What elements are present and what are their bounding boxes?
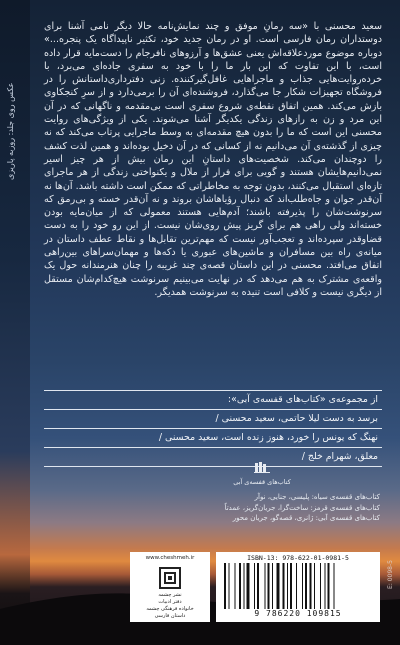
series-legend-item: کتاب‌های قفسه‌ی آبی: ژانری، قصه‌گو، جریان محور (232, 514, 380, 523)
publisher-logo-icon (158, 566, 182, 590)
series-book-item: برسد به دست لیلا حاتمی، سعید محسنی / (44, 409, 382, 428)
series-legend-item: کتاب‌های قفسه‌ی قرمز: ساخت‌گرا، جریان‌گریز، عمدتاً (224, 503, 380, 512)
back-cover-blurb (44, 20, 382, 299)
series-legend-item: کتاب‌های قفسه‌ی سیاه: پلیسی، جنایی، نوآر (254, 493, 380, 501)
shelf-series-legend (200, 492, 380, 524)
blurb-text: سعید محسنی با «سه رمانِ موفق و چند نمایش‌نامه حالا دیگر نامی آشنا برای دوستداران رمان فارسی است. او در رمان جدید خود، تکثیر ناپیدا‌گاه یک پنجره‌...» دوباره موضوع موردعلاقه‌اش یعنی عشق‌ها و آرزوهای نافرجام را دست‌مایه قرار داده است، با این تفاوت که این بار ما را با خود به سفری جاده‌ای می‌برد، با خرده‌روایت‌هایی جذاب و ماجراهایی غافل‌گیرکننده. زنی دفترداری‌داستانش را در فروشگاه تجهیزات شکار جا می‌گذارد، فروشنده‌ای آن را برمی‌دارد و از سرِ کنجکاوی بازش می‌کند. همین اتفاق نقطه‌ی شروع سفری است بی‌مقدمه و ناگهانی که در آن این مرد و زن به رازهای زندگی یکدیگر آشنا می‌شوند. یکی از ویژگی‌های روایت محسنی این است که ما را بدون هیچ مقدمه‌ای به وسط ماجرایی پرتاب می‌کند که نه چیزی از گذشته‌ی آن می‌دانیم نه از کسانی که در آن دخیل بوده‌اند و همین لذت کشف را دوچندان می‌کند. شخصیت‌های داستانِ این رمان بیش از هر چیز اسیر نمی‌دانیم‌هایشان هستند و گویی برای فرار از ملال و یکنواختی زندگی از هر ماجرای تازه‌ای استقبال می‌کنند، بدون توجه به مخاطراتی که ممکن است داشته باشد. آن‌ها نه آن‌قدر جوان و جاه‌طلب‌اند که دنبال رؤیاهاشان بروند و نه آن‌قدر خسته و بی‌رمق که سرنوشت‌شان را پذیرفته باشند؛ آدم‌هایی هستند معمولی که از میان‌مایه بودن خسته‌اند ولی راهی هم برای گریز پیش روی‌شان نیست. از این رو خود را به دست قضاوقدر سپرده‌اند و تعجب‌آور نیست که مهم‌ترین تقابل‌ها و نقاط عطف داستان در میانه‌ی راه بین مسافران و ماشین‌های عبوری یا دکه‌ها و مهمان‌سراهای بین‌راهی اتفاق می‌افتد. محسنی در این داستان قصه‌ی چند غریبه را چنان هنرمندانه حول یک واقعه‌ی مشترک به هم می‌دهد که در نهایت می‌بینیم سرنوشت هیچ‌کدام‌شان مستقل از دیگری نیست و کلافی است تنیده به سرنوشت همدیگر. (44, 21, 382, 298)
series-book-item: نهنگ که یونس را خورد، هنوز زنده است، سعید محسنی / (44, 428, 382, 447)
blue-shelf-logo (232, 458, 292, 486)
barcode-number: 9 786220 109815 (254, 609, 342, 618)
side-code: E: 0098-5 (387, 560, 394, 589)
isbn-line: ISBN-13: 978-622-01-0981-5 (247, 554, 349, 562)
bookshelf-icon (254, 461, 270, 473)
publisher-line: دفتر ادبیات (158, 599, 182, 605)
publisher-line: خانواده فرهنگی چشمه (146, 606, 194, 612)
publisher-url: www.cheshmeh.ir (145, 555, 195, 561)
series-book-item: معلق، شهرام خلج / (44, 447, 382, 467)
publisher-line: نشر چشمه (158, 592, 182, 598)
barcode-box (216, 552, 380, 622)
publisher-lines (132, 592, 208, 620)
publisher-line: داستان فارسی (154, 613, 186, 619)
spine-credit-text: عکس روی جلد: روزبه پاریزی (6, 82, 15, 180)
series-heading: از مجموعه‌ی «کتاب‌های قفسه‌ی آبی»: (44, 390, 382, 409)
barcode-bars (224, 563, 372, 609)
publisher-box (130, 552, 210, 622)
series-books-list (44, 390, 382, 467)
logo-label: کتاب‌های قفسه‌ی آبی (233, 478, 291, 486)
